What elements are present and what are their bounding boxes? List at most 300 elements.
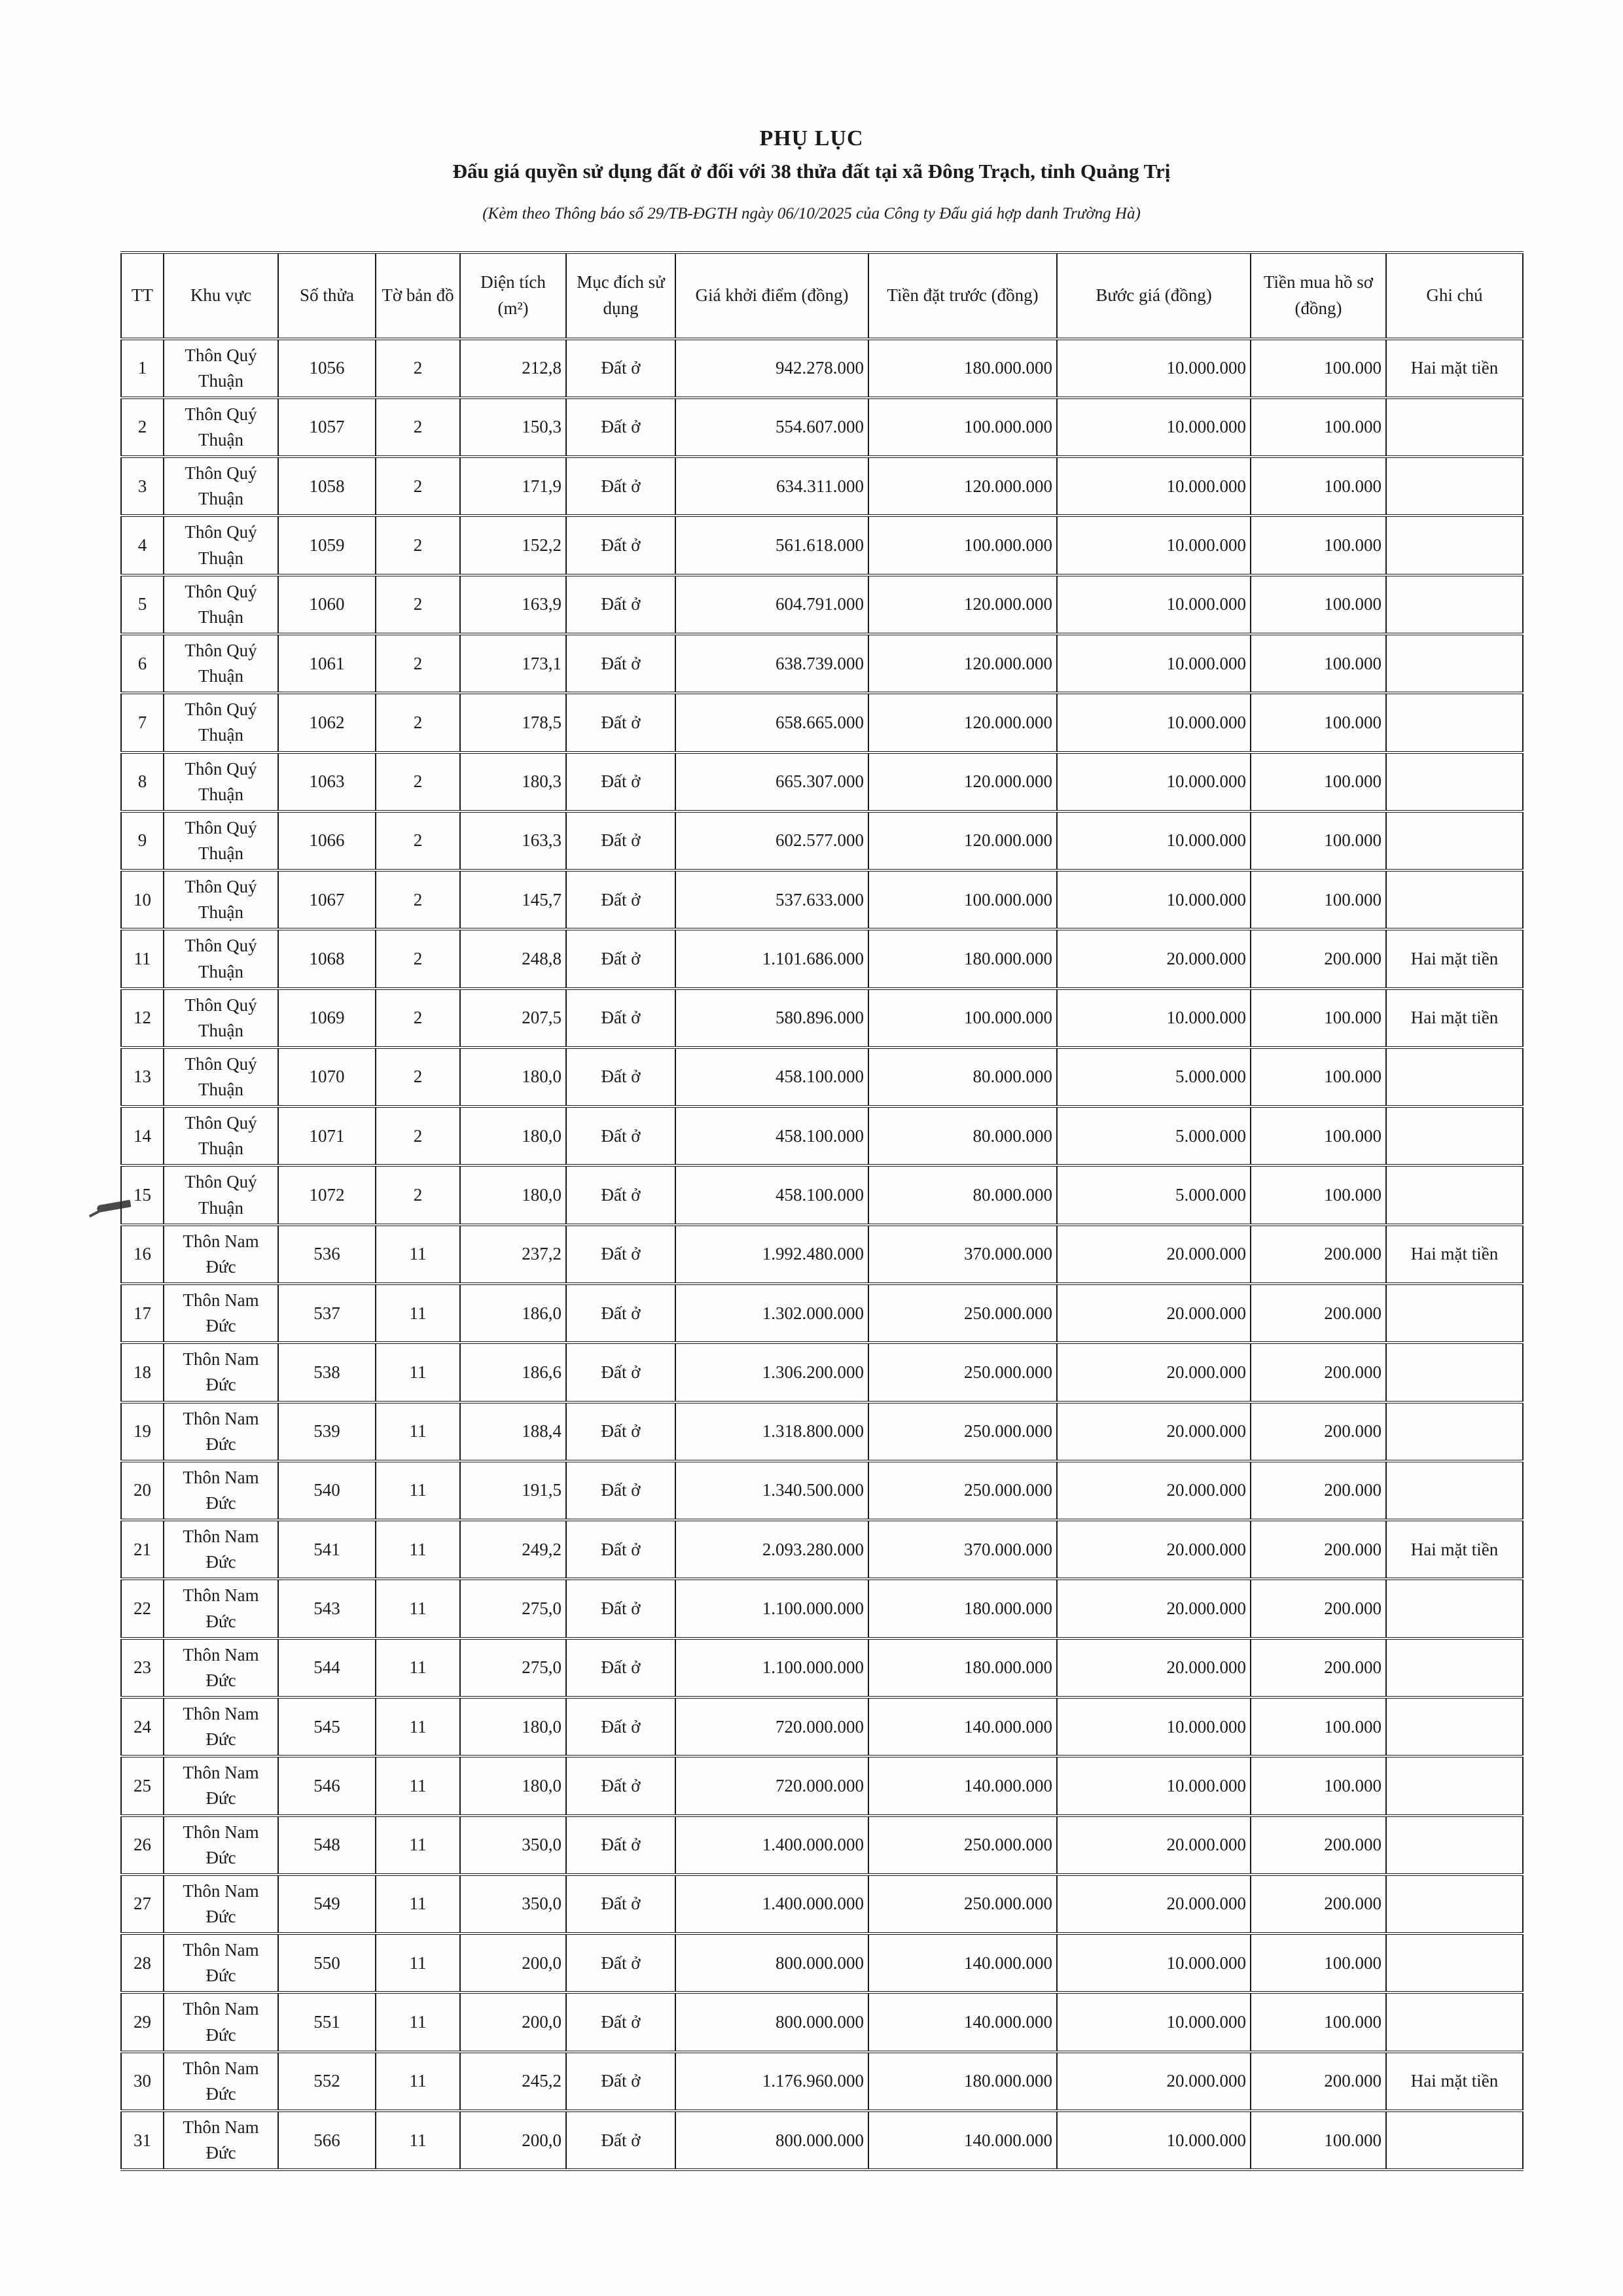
cell-muc_dich: Đất ở bbox=[566, 1992, 675, 2051]
col-header-to_ban_do: Tờ bản đồ bbox=[376, 253, 460, 339]
cell-tien_mua_ho_so: 200.000 bbox=[1251, 1225, 1386, 1284]
cell-ghi_chu bbox=[1386, 811, 1523, 870]
cell-tien_mua_ho_so: 100.000 bbox=[1251, 1756, 1386, 1815]
cell-khu_vuc: Thôn Quý Thuận bbox=[164, 634, 278, 693]
cell-to_ban_do: 11 bbox=[376, 1638, 460, 1697]
cell-dien_tich: 237,2 bbox=[460, 1225, 566, 1284]
cell-tt: 1 bbox=[121, 339, 164, 398]
cell-buoc_gia: 10.000.000 bbox=[1057, 575, 1251, 634]
cell-so_thua: 538 bbox=[278, 1343, 376, 1402]
cell-to_ban_do: 2 bbox=[376, 634, 460, 693]
cell-tt: 6 bbox=[121, 634, 164, 693]
cell-to_ban_do: 11 bbox=[376, 1875, 460, 1934]
table-row bbox=[121, 1875, 1523, 1934]
cell-muc_dich: Đất ở bbox=[566, 929, 675, 988]
cell-khu_vuc: Thôn Nam Đức bbox=[164, 1225, 278, 1284]
table-row bbox=[121, 870, 1523, 929]
cell-tt: 7 bbox=[121, 693, 164, 752]
cell-tt: 5 bbox=[121, 575, 164, 634]
cell-ghi_chu bbox=[1386, 1165, 1523, 1224]
cell-gia_khoi_diem: 800.000.000 bbox=[675, 1992, 868, 2051]
col-header-tien_mua_ho_so: Tiền mua hồ sơ (đồng) bbox=[1251, 253, 1386, 339]
cell-tien_mua_ho_so: 100.000 bbox=[1251, 1934, 1386, 1992]
cell-ghi_chu: Hai mặt tiền bbox=[1386, 339, 1523, 398]
cell-buoc_gia: 5.000.000 bbox=[1057, 1048, 1251, 1106]
cell-khu_vuc: Thôn Quý Thuận bbox=[164, 693, 278, 752]
cell-dien_tich: 180,0 bbox=[460, 1697, 566, 1756]
cell-buoc_gia: 10.000.000 bbox=[1057, 811, 1251, 870]
cell-so_thua: 1056 bbox=[278, 339, 376, 398]
cell-muc_dich: Đất ở bbox=[566, 1697, 675, 1756]
cell-tt: 21 bbox=[121, 1520, 164, 1579]
cell-buoc_gia: 20.000.000 bbox=[1057, 1461, 1251, 1520]
cell-buoc_gia: 20.000.000 bbox=[1057, 1579, 1251, 1638]
cell-gia_khoi_diem: 720.000.000 bbox=[675, 1697, 868, 1756]
cell-muc_dich: Đất ở bbox=[566, 752, 675, 811]
cell-tien_dat_truoc: 140.000.000 bbox=[868, 1697, 1057, 1756]
cell-khu_vuc: Thôn Nam Đức bbox=[164, 1343, 278, 1402]
cell-to_ban_do: 2 bbox=[376, 1106, 460, 1165]
cell-ghi_chu: Hai mặt tiền bbox=[1386, 1520, 1523, 1579]
cell-to_ban_do: 2 bbox=[376, 339, 460, 398]
cell-gia_khoi_diem: 458.100.000 bbox=[675, 1165, 868, 1224]
table-row bbox=[121, 1697, 1523, 1756]
cell-buoc_gia: 10.000.000 bbox=[1057, 634, 1251, 693]
cell-tien_dat_truoc: 80.000.000 bbox=[868, 1048, 1057, 1106]
cell-so_thua: 1063 bbox=[278, 752, 376, 811]
cell-ghi_chu bbox=[1386, 1697, 1523, 1756]
cell-muc_dich: Đất ở bbox=[566, 811, 675, 870]
cell-to_ban_do: 11 bbox=[376, 1697, 460, 1756]
cell-muc_dich: Đất ở bbox=[566, 575, 675, 634]
cell-ghi_chu bbox=[1386, 1048, 1523, 1106]
cell-gia_khoi_diem: 1.400.000.000 bbox=[675, 1875, 868, 1934]
cell-muc_dich: Đất ở bbox=[566, 1461, 675, 1520]
col-header-dien_tich: Diện tích (m²) bbox=[460, 253, 566, 339]
cell-gia_khoi_diem: 1.318.800.000 bbox=[675, 1402, 868, 1461]
cell-tien_mua_ho_so: 100.000 bbox=[1251, 1048, 1386, 1106]
cell-dien_tich: 178,5 bbox=[460, 693, 566, 752]
cell-tien_mua_ho_so: 100.000 bbox=[1251, 752, 1386, 811]
cell-tien_dat_truoc: 370.000.000 bbox=[868, 1225, 1057, 1284]
cell-ghi_chu bbox=[1386, 516, 1523, 574]
cell-tien_dat_truoc: 140.000.000 bbox=[868, 1992, 1057, 2051]
cell-khu_vuc: Thôn Quý Thuận bbox=[164, 575, 278, 634]
cell-tien_dat_truoc: 120.000.000 bbox=[868, 457, 1057, 516]
col-header-khu_vuc: Khu vực bbox=[164, 253, 278, 339]
cell-so_thua: 552 bbox=[278, 2052, 376, 2111]
col-header-so_thua: Số thửa bbox=[278, 253, 376, 339]
cell-gia_khoi_diem: 658.665.000 bbox=[675, 693, 868, 752]
cell-muc_dich: Đất ở bbox=[566, 1402, 675, 1461]
cell-tt: 31 bbox=[121, 2111, 164, 2170]
cell-gia_khoi_diem: 1.306.200.000 bbox=[675, 1343, 868, 1402]
cell-tt: 19 bbox=[121, 1402, 164, 1461]
table-row bbox=[121, 989, 1523, 1048]
cell-tien_mua_ho_so: 200.000 bbox=[1251, 1638, 1386, 1697]
cell-so_thua: 537 bbox=[278, 1284, 376, 1343]
cell-gia_khoi_diem: 720.000.000 bbox=[675, 1756, 868, 1815]
table-row bbox=[121, 1106, 1523, 1165]
cell-tt: 18 bbox=[121, 1343, 164, 1402]
cell-gia_khoi_diem: 2.093.280.000 bbox=[675, 1520, 868, 1579]
appendix-note: (Kèm theo Thông báo số 29/TB-ĐGTH ngày 06/10/2025 của Công ty Đấu giá hợp danh Trường Hà) bbox=[482, 204, 1141, 222]
cell-tien_dat_truoc: 120.000.000 bbox=[868, 575, 1057, 634]
cell-tien_dat_truoc: 250.000.000 bbox=[868, 1461, 1057, 1520]
cell-gia_khoi_diem: 1.100.000.000 bbox=[675, 1579, 868, 1638]
table-row bbox=[121, 634, 1523, 693]
cell-so_thua: 536 bbox=[278, 1225, 376, 1284]
cell-tien_mua_ho_so: 200.000 bbox=[1251, 929, 1386, 988]
table-row bbox=[121, 398, 1523, 457]
cell-tien_mua_ho_so: 100.000 bbox=[1251, 339, 1386, 398]
cell-gia_khoi_diem: 942.278.000 bbox=[675, 339, 868, 398]
cell-tt: 12 bbox=[121, 989, 164, 1048]
table-row bbox=[121, 811, 1523, 870]
cell-muc_dich: Đất ở bbox=[566, 339, 675, 398]
cell-tt: 16 bbox=[121, 1225, 164, 1284]
cell-gia_khoi_diem: 458.100.000 bbox=[675, 1048, 868, 1106]
cell-khu_vuc: Thôn Quý Thuận bbox=[164, 516, 278, 574]
cell-ghi_chu bbox=[1386, 1875, 1523, 1934]
cell-tt: 3 bbox=[121, 457, 164, 516]
table-row bbox=[121, 693, 1523, 752]
cell-tien_mua_ho_so: 100.000 bbox=[1251, 870, 1386, 929]
cell-so_thua: 1072 bbox=[278, 1165, 376, 1224]
cell-buoc_gia: 5.000.000 bbox=[1057, 1165, 1251, 1224]
cell-ghi_chu: Hai mặt tiền bbox=[1386, 929, 1523, 988]
cell-tien_mua_ho_so: 200.000 bbox=[1251, 2052, 1386, 2111]
cell-tt: 17 bbox=[121, 1284, 164, 1343]
cell-tt: 28 bbox=[121, 1934, 164, 1992]
cell-tien_mua_ho_so: 100.000 bbox=[1251, 457, 1386, 516]
col-header-tien_dat_truoc: Tiền đặt trước (đồng) bbox=[868, 253, 1057, 339]
cell-buoc_gia: 10.000.000 bbox=[1057, 457, 1251, 516]
table-row bbox=[121, 2052, 1523, 2111]
cell-to_ban_do: 11 bbox=[376, 1579, 460, 1638]
cell-buoc_gia: 20.000.000 bbox=[1057, 1875, 1251, 1934]
cell-tien_dat_truoc: 140.000.000 bbox=[868, 2111, 1057, 2170]
cell-dien_tich: 163,3 bbox=[460, 811, 566, 870]
cell-muc_dich: Đất ở bbox=[566, 870, 675, 929]
cell-muc_dich: Đất ở bbox=[566, 2052, 675, 2111]
cell-dien_tich: 207,5 bbox=[460, 989, 566, 1048]
cell-so_thua: 543 bbox=[278, 1579, 376, 1638]
table-row bbox=[121, 1225, 1523, 1284]
cell-khu_vuc: Thôn Quý Thuận bbox=[164, 929, 278, 988]
cell-buoc_gia: 10.000.000 bbox=[1057, 693, 1251, 752]
cell-to_ban_do: 11 bbox=[376, 1284, 460, 1343]
cell-to_ban_do: 11 bbox=[376, 2052, 460, 2111]
cell-tt: 10 bbox=[121, 870, 164, 929]
cell-muc_dich: Đất ở bbox=[566, 1343, 675, 1402]
cell-tien_dat_truoc: 100.000.000 bbox=[868, 989, 1057, 1048]
cell-muc_dich: Đất ở bbox=[566, 1106, 675, 1165]
cell-so_thua: 548 bbox=[278, 1816, 376, 1875]
cell-tt: 23 bbox=[121, 1638, 164, 1697]
cell-ghi_chu bbox=[1386, 1816, 1523, 1875]
cell-dien_tich: 350,0 bbox=[460, 1875, 566, 1934]
cell-muc_dich: Đất ở bbox=[566, 1048, 675, 1106]
cell-to_ban_do: 11 bbox=[376, 1756, 460, 1815]
table-row bbox=[121, 1638, 1523, 1697]
cell-muc_dich: Đất ở bbox=[566, 1225, 675, 1284]
table-row bbox=[121, 1343, 1523, 1402]
cell-ghi_chu bbox=[1386, 1756, 1523, 1815]
table-row bbox=[121, 516, 1523, 574]
cell-tien_mua_ho_so: 200.000 bbox=[1251, 1402, 1386, 1461]
cell-so_thua: 1059 bbox=[278, 516, 376, 574]
cell-to_ban_do: 11 bbox=[376, 1992, 460, 2051]
cell-to_ban_do: 11 bbox=[376, 1461, 460, 1520]
cell-ghi_chu bbox=[1386, 1992, 1523, 2051]
cell-khu_vuc: Thôn Quý Thuận bbox=[164, 811, 278, 870]
cell-to_ban_do: 2 bbox=[376, 575, 460, 634]
cell-tt: 29 bbox=[121, 1992, 164, 2051]
cell-tt: 15 bbox=[121, 1165, 164, 1224]
cell-muc_dich: Đất ở bbox=[566, 516, 675, 574]
cell-khu_vuc: Thôn Nam Đức bbox=[164, 1756, 278, 1815]
cell-to_ban_do: 2 bbox=[376, 752, 460, 811]
cell-buoc_gia: 5.000.000 bbox=[1057, 1106, 1251, 1165]
cell-gia_khoi_diem: 554.607.000 bbox=[675, 398, 868, 457]
cell-tien_mua_ho_so: 100.000 bbox=[1251, 1106, 1386, 1165]
table-row bbox=[121, 2111, 1523, 2170]
cell-gia_khoi_diem: 1.992.480.000 bbox=[675, 1225, 868, 1284]
col-header-tt: TT bbox=[121, 253, 164, 339]
cell-to_ban_do: 2 bbox=[376, 693, 460, 752]
cell-to_ban_do: 11 bbox=[376, 1402, 460, 1461]
cell-gia_khoi_diem: 1.302.000.000 bbox=[675, 1284, 868, 1343]
cell-tien_dat_truoc: 180.000.000 bbox=[868, 1638, 1057, 1697]
cell-dien_tich: 188,4 bbox=[460, 1402, 566, 1461]
cell-buoc_gia: 20.000.000 bbox=[1057, 929, 1251, 988]
cell-dien_tich: 145,7 bbox=[460, 870, 566, 929]
cell-buoc_gia: 10.000.000 bbox=[1057, 398, 1251, 457]
cell-dien_tich: 186,6 bbox=[460, 1343, 566, 1402]
cell-gia_khoi_diem: 458.100.000 bbox=[675, 1106, 868, 1165]
cell-to_ban_do: 2 bbox=[376, 457, 460, 516]
cell-buoc_gia: 20.000.000 bbox=[1057, 1284, 1251, 1343]
cell-tien_dat_truoc: 140.000.000 bbox=[868, 1934, 1057, 1992]
cell-dien_tich: 350,0 bbox=[460, 1816, 566, 1875]
cell-so_thua: 545 bbox=[278, 1697, 376, 1756]
cell-muc_dich: Đất ở bbox=[566, 1579, 675, 1638]
cell-buoc_gia: 10.000.000 bbox=[1057, 989, 1251, 1048]
cell-khu_vuc: Thôn Quý Thuận bbox=[164, 1048, 278, 1106]
cell-so_thua: 541 bbox=[278, 1520, 376, 1579]
cell-to_ban_do: 11 bbox=[376, 2111, 460, 2170]
cell-muc_dich: Đất ở bbox=[566, 1165, 675, 1224]
cell-buoc_gia: 20.000.000 bbox=[1057, 1343, 1251, 1402]
cell-gia_khoi_diem: 800.000.000 bbox=[675, 2111, 868, 2170]
cell-gia_khoi_diem: 665.307.000 bbox=[675, 752, 868, 811]
table-row bbox=[121, 1284, 1523, 1343]
cell-ghi_chu bbox=[1386, 1579, 1523, 1638]
cell-to_ban_do: 2 bbox=[376, 398, 460, 457]
cell-so_thua: 549 bbox=[278, 1875, 376, 1934]
cell-gia_khoi_diem: 800.000.000 bbox=[675, 1934, 868, 1992]
cell-khu_vuc: Thôn Nam Đức bbox=[164, 1402, 278, 1461]
cell-khu_vuc: Thôn Nam Đức bbox=[164, 1934, 278, 1992]
cell-to_ban_do: 2 bbox=[376, 1165, 460, 1224]
table-row bbox=[121, 1992, 1523, 2051]
cell-so_thua: 550 bbox=[278, 1934, 376, 1992]
cell-tien_mua_ho_so: 100.000 bbox=[1251, 516, 1386, 574]
cell-dien_tich: 275,0 bbox=[460, 1579, 566, 1638]
appendix-title: PHỤ LỤC bbox=[759, 126, 864, 150]
cell-so_thua: 1061 bbox=[278, 634, 376, 693]
cell-tt: 8 bbox=[121, 752, 164, 811]
cell-tien_mua_ho_so: 100.000 bbox=[1251, 989, 1386, 1048]
table-row bbox=[121, 457, 1523, 516]
cell-dien_tich: 180,0 bbox=[460, 1165, 566, 1224]
cell-so_thua: 566 bbox=[278, 2111, 376, 2170]
col-header-muc_dich: Mục đích sử dụng bbox=[566, 253, 675, 339]
cell-ghi_chu bbox=[1386, 2111, 1523, 2170]
cell-dien_tich: 152,2 bbox=[460, 516, 566, 574]
cell-tien_mua_ho_so: 100.000 bbox=[1251, 575, 1386, 634]
cell-tien_mua_ho_so: 200.000 bbox=[1251, 1461, 1386, 1520]
cell-dien_tich: 173,1 bbox=[460, 634, 566, 693]
cell-dien_tich: 200,0 bbox=[460, 1992, 566, 2051]
table-header-row bbox=[121, 253, 1523, 339]
cell-tien_mua_ho_so: 200.000 bbox=[1251, 1520, 1386, 1579]
cell-khu_vuc: Thôn Nam Đức bbox=[164, 1875, 278, 1934]
cell-khu_vuc: Thôn Quý Thuận bbox=[164, 870, 278, 929]
cell-tt: 24 bbox=[121, 1697, 164, 1756]
cell-muc_dich: Đất ở bbox=[566, 1756, 675, 1815]
cell-tt: 26 bbox=[121, 1816, 164, 1875]
cell-so_thua: 1070 bbox=[278, 1048, 376, 1106]
cell-muc_dich: Đất ở bbox=[566, 1520, 675, 1579]
cell-dien_tich: 275,0 bbox=[460, 1638, 566, 1697]
cell-tt: 22 bbox=[121, 1579, 164, 1638]
cell-buoc_gia: 20.000.000 bbox=[1057, 1225, 1251, 1284]
cell-tien_dat_truoc: 250.000.000 bbox=[868, 1816, 1057, 1875]
cell-tien_mua_ho_so: 100.000 bbox=[1251, 811, 1386, 870]
cell-dien_tich: 180,0 bbox=[460, 1048, 566, 1106]
cell-khu_vuc: Thôn Quý Thuận bbox=[164, 457, 278, 516]
cell-gia_khoi_diem: 638.739.000 bbox=[675, 634, 868, 693]
cell-dien_tich: 180,0 bbox=[460, 1756, 566, 1815]
cell-muc_dich: Đất ở bbox=[566, 1816, 675, 1875]
cell-gia_khoi_diem: 604.791.000 bbox=[675, 575, 868, 634]
cell-khu_vuc: Thôn Quý Thuận bbox=[164, 339, 278, 398]
table-row bbox=[121, 1165, 1523, 1224]
cell-buoc_gia: 10.000.000 bbox=[1057, 1756, 1251, 1815]
cell-buoc_gia: 10.000.000 bbox=[1057, 1697, 1251, 1756]
cell-khu_vuc: Thôn Quý Thuận bbox=[164, 398, 278, 457]
cell-buoc_gia: 20.000.000 bbox=[1057, 2052, 1251, 2111]
cell-so_thua: 551 bbox=[278, 1992, 376, 2051]
cell-so_thua: 1071 bbox=[278, 1106, 376, 1165]
cell-gia_khoi_diem: 1.400.000.000 bbox=[675, 1816, 868, 1875]
cell-tt: 9 bbox=[121, 811, 164, 870]
cell-tt: 13 bbox=[121, 1048, 164, 1106]
cell-gia_khoi_diem: 1.100.000.000 bbox=[675, 1638, 868, 1697]
table-row bbox=[121, 929, 1523, 988]
cell-buoc_gia: 10.000.000 bbox=[1057, 1992, 1251, 2051]
cell-ghi_chu bbox=[1386, 870, 1523, 929]
cell-tien_dat_truoc: 80.000.000 bbox=[868, 1165, 1057, 1224]
cell-dien_tich: 191,5 bbox=[460, 1461, 566, 1520]
cell-to_ban_do: 2 bbox=[376, 811, 460, 870]
cell-dien_tich: 186,0 bbox=[460, 1284, 566, 1343]
cell-ghi_chu bbox=[1386, 752, 1523, 811]
cell-tien_dat_truoc: 250.000.000 bbox=[868, 1402, 1057, 1461]
cell-tt: 14 bbox=[121, 1106, 164, 1165]
cell-to_ban_do: 11 bbox=[376, 1934, 460, 1992]
cell-so_thua: 1066 bbox=[278, 811, 376, 870]
cell-dien_tich: 180,3 bbox=[460, 752, 566, 811]
cell-gia_khoi_diem: 1.340.500.000 bbox=[675, 1461, 868, 1520]
cell-tien_mua_ho_so: 100.000 bbox=[1251, 398, 1386, 457]
cell-ghi_chu bbox=[1386, 457, 1523, 516]
cell-tien_dat_truoc: 180.000.000 bbox=[868, 929, 1057, 988]
cell-muc_dich: Đất ở bbox=[566, 457, 675, 516]
cell-buoc_gia: 10.000.000 bbox=[1057, 2111, 1251, 2170]
cell-tt: 20 bbox=[121, 1461, 164, 1520]
cell-khu_vuc: Thôn Nam Đức bbox=[164, 1638, 278, 1697]
cell-dien_tich: 150,3 bbox=[460, 398, 566, 457]
cell-gia_khoi_diem: 1.101.686.000 bbox=[675, 929, 868, 988]
table-row bbox=[121, 575, 1523, 634]
cell-khu_vuc: Thôn Nam Đức bbox=[164, 1284, 278, 1343]
cell-dien_tich: 200,0 bbox=[460, 2111, 566, 2170]
cell-khu_vuc: Thôn Nam Đức bbox=[164, 1520, 278, 1579]
auction-table bbox=[120, 251, 1524, 2172]
cell-dien_tich: 180,0 bbox=[460, 1106, 566, 1165]
cell-tt: 4 bbox=[121, 516, 164, 574]
cell-khu_vuc: Thôn Quý Thuận bbox=[164, 1106, 278, 1165]
cell-ghi_chu bbox=[1386, 575, 1523, 634]
table-row bbox=[121, 1816, 1523, 1875]
cell-tien_dat_truoc: 80.000.000 bbox=[868, 1106, 1057, 1165]
cell-muc_dich: Đất ở bbox=[566, 1875, 675, 1934]
cell-tien_dat_truoc: 250.000.000 bbox=[868, 1343, 1057, 1402]
cell-to_ban_do: 2 bbox=[376, 516, 460, 574]
cell-muc_dich: Đất ở bbox=[566, 693, 675, 752]
cell-buoc_gia: 20.000.000 bbox=[1057, 1402, 1251, 1461]
cell-ghi_chu bbox=[1386, 1934, 1523, 1992]
cell-to_ban_do: 2 bbox=[376, 870, 460, 929]
cell-gia_khoi_diem: 561.618.000 bbox=[675, 516, 868, 574]
cell-tien_dat_truoc: 120.000.000 bbox=[868, 634, 1057, 693]
cell-to_ban_do: 11 bbox=[376, 1816, 460, 1875]
cell-buoc_gia: 10.000.000 bbox=[1057, 870, 1251, 929]
cell-buoc_gia: 10.000.000 bbox=[1057, 752, 1251, 811]
cell-so_thua: 1068 bbox=[278, 929, 376, 988]
cell-to_ban_do: 2 bbox=[376, 1048, 460, 1106]
cell-tien_dat_truoc: 180.000.000 bbox=[868, 2052, 1057, 2111]
cell-dien_tich: 248,8 bbox=[460, 929, 566, 988]
cell-dien_tich: 249,2 bbox=[460, 1520, 566, 1579]
cell-tien_mua_ho_so: 100.000 bbox=[1251, 1992, 1386, 2051]
table-row bbox=[121, 1048, 1523, 1106]
cell-ghi_chu: Hai mặt tiền bbox=[1386, 989, 1523, 1048]
table-row bbox=[121, 1756, 1523, 1815]
cell-ghi_chu: Hai mặt tiền bbox=[1386, 2052, 1523, 2111]
cell-tien_mua_ho_so: 100.000 bbox=[1251, 1165, 1386, 1224]
cell-tien_dat_truoc: 120.000.000 bbox=[868, 693, 1057, 752]
table-row bbox=[121, 1579, 1523, 1638]
cell-khu_vuc: Thôn Nam Đức bbox=[164, 2052, 278, 2111]
cell-to_ban_do: 11 bbox=[376, 1343, 460, 1402]
cell-khu_vuc: Thôn Quý Thuận bbox=[164, 1165, 278, 1224]
cell-so_thua: 539 bbox=[278, 1402, 376, 1461]
cell-ghi_chu bbox=[1386, 1106, 1523, 1165]
